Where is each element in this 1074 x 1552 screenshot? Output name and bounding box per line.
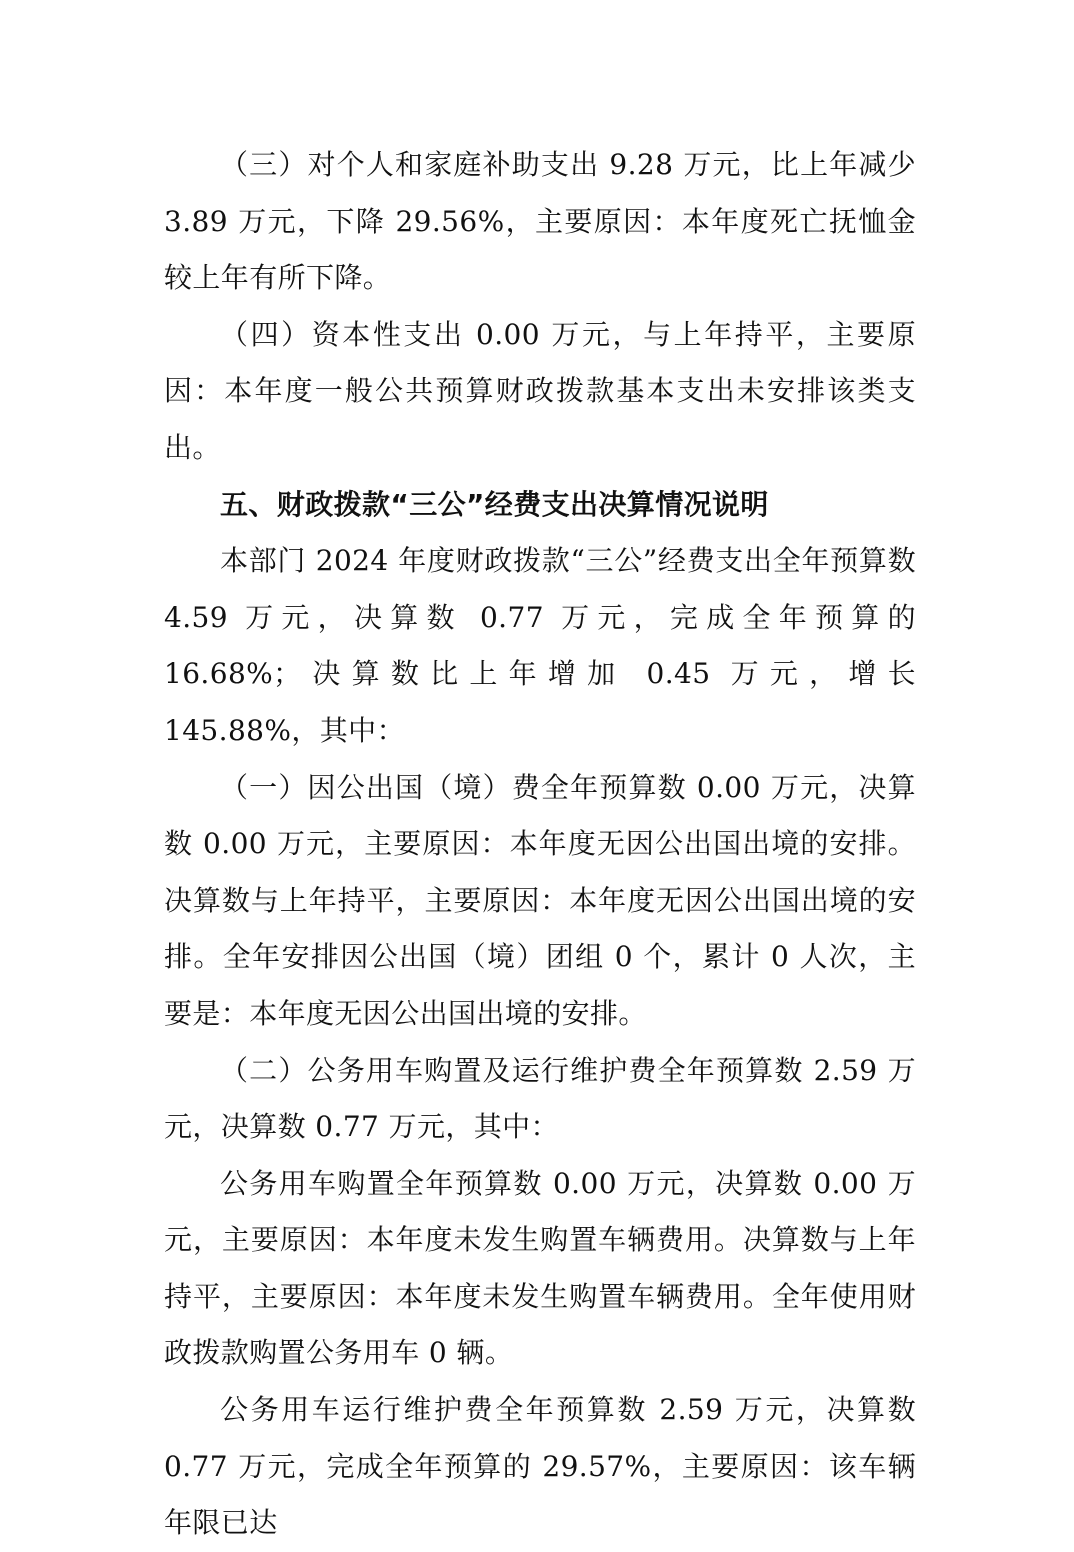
document-body [164, 137, 916, 1552]
paragraph-capital-expenditure: （四）资本性支出 0.00 万元，与上年持平，主要原因：本年度一般公共预算财政拨款基本支出未安排该类支出。 [164, 317, 916, 464]
paragraph-vehicle-maintenance: 公务用车运行维护费全年预算数 2.59 万元，决算数 0.77 万元，完成全年预算的 29.57%，主要原因：该车辆年限已达 [164, 1393, 916, 1540]
section-heading-three-public-expenses: 五、财政拨款“三公”经费支出决算情况说明 [220, 487, 769, 521]
paragraph-three-public-overview: 本部门 2024 年度财政拨款“三公”经费支出全年预算数 4.59 万元，决算数 0.77 万元，完成全年预算的 16.68%；决算数比上年增加 0.45 万元，增长 145.88%，其中： [164, 544, 916, 747]
paragraph-personal-family-subsidy: （三）对个人和家庭补助支出 9.28 万元，比上年减少 3.89 万元，下降 29.56%，主要原因：本年度死亡抚恤金较上年有所下降。 [164, 148, 916, 295]
paragraph-vehicle-purchase: 公务用车购置全年预算数 0.00 万元，决算数 0.00 万元，主要原因：本年度未发生购置车辆费用。决算数与上年持平，主要原因：本年度未发生购置车辆费用。全年使用财政拨款购置公务用车 0 辆。 [164, 1166, 916, 1370]
paragraph-official-vehicles: （二）公务用车购置及运行维护费全年预算数 2.59 万元，决算数 0.77 万元，其中： [164, 1053, 916, 1144]
paragraph-overseas-travel: （一）因公出国（境）费全年预算数 0.00 万元，决算数 0.00 万元，主要原因：本年度无因公出国出境的安排。决算数与上年持平，主要原因：本年度无因公出国出境的安排。全年安排因公出国（境）团组 0 个，累计 0 人次，主要是：本年度无因公出国出境的安排。 [164, 770, 916, 1030]
